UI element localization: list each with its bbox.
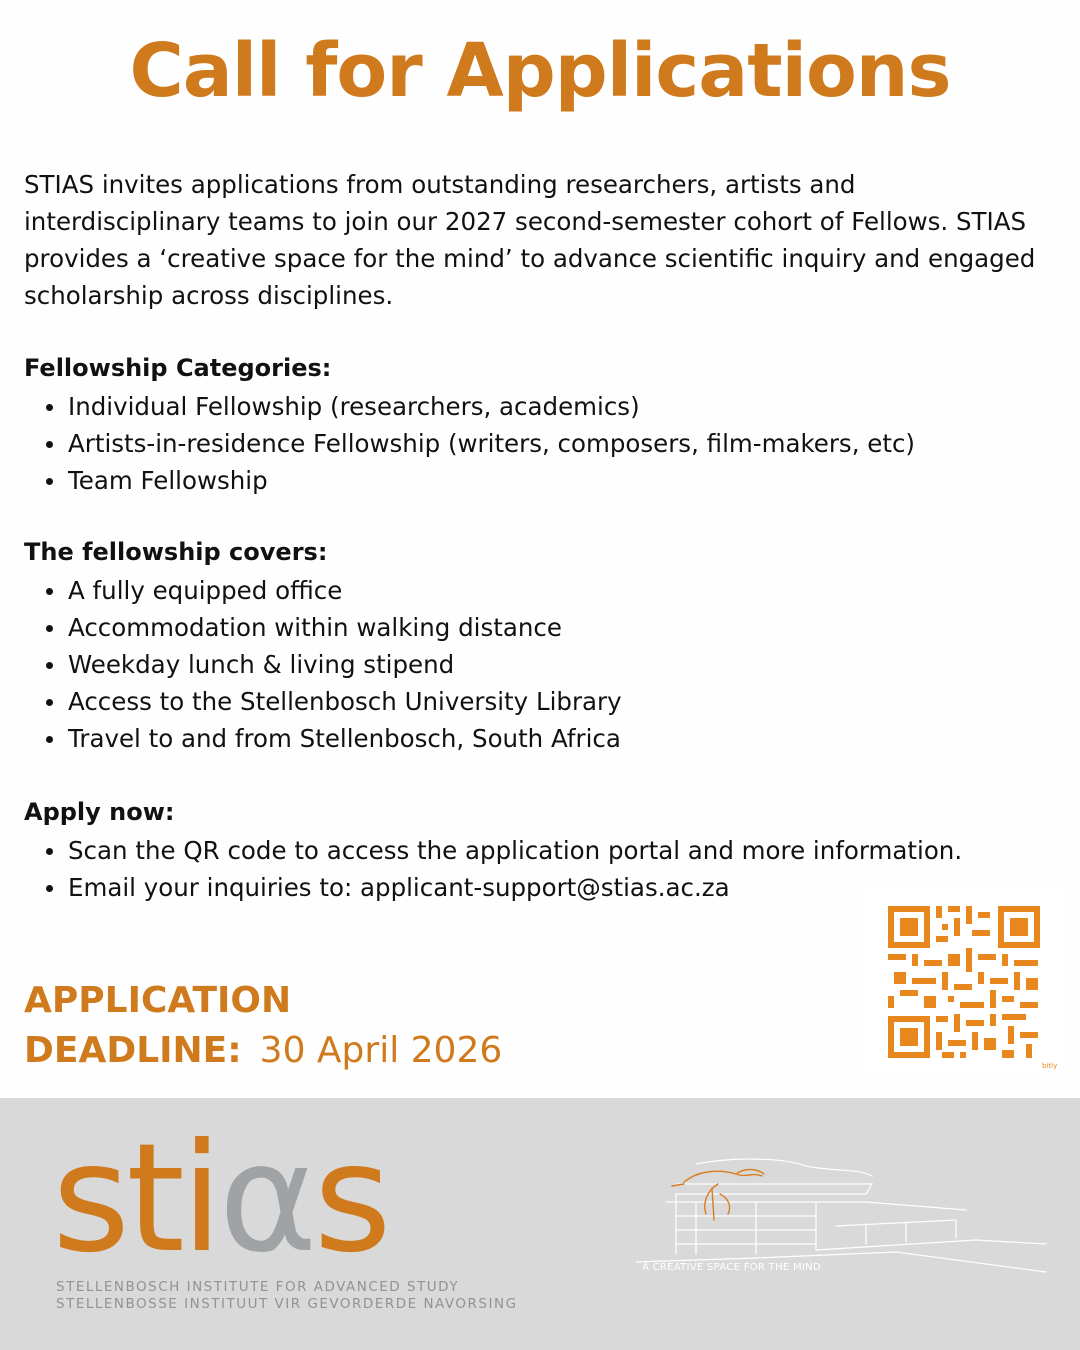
page-title: Call for Applications	[129, 28, 951, 114]
categories-list	[24, 388, 915, 499]
qr-code-icon	[866, 888, 1066, 1074]
logo-word-part2: s	[313, 1112, 388, 1286]
list-item: Team Fellowship	[24, 462, 915, 499]
categories-heading: Fellowship Categories:	[24, 354, 332, 382]
qr-caption: bitly	[1042, 1062, 1058, 1070]
qr-code[interactable]	[866, 888, 1066, 1074]
list-item: Access to the Stellenbosch University Library	[24, 683, 622, 720]
list-item: Accommodation within walking distance	[24, 609, 622, 646]
list-item: Weekday lunch & living stipend	[24, 646, 622, 683]
stias-logo	[52, 1112, 388, 1286]
apply-list	[24, 832, 962, 906]
logo-alpha: α	[218, 1112, 314, 1286]
list-item: Travel to and from Stellenbosch, South Africa	[24, 720, 622, 757]
list-item: Artists-in-residence Fellowship (writers, composers, film-makers, etc)	[24, 425, 915, 462]
deadline-label-line1: APPLICATION	[24, 980, 292, 1021]
sketch-caption: A CREATIVE SPACE FOR THE MIND	[642, 1262, 821, 1273]
covers-list	[24, 572, 622, 757]
apply-heading: Apply now:	[24, 798, 175, 826]
deadline-date: 30 April 2026	[259, 1030, 503, 1071]
logo-word-part1: sti	[52, 1112, 219, 1286]
deadline-label-line2: DEADLINE:	[24, 1030, 242, 1071]
building-sketch-icon	[636, 1154, 1048, 1278]
logo-subtitle-afrikaans: STELLENBOSSE INSTITUUT VIR GEVORDERDE NAVORSING	[56, 1296, 518, 1312]
application-deadline	[24, 976, 502, 1082]
list-item: Individual Fellowship (researchers, academics)	[24, 388, 915, 425]
list-item: Email your inquiries to: applicant-support@stias.ac.za	[24, 869, 962, 906]
covers-heading: The fellowship covers:	[24, 538, 328, 566]
logo-subtitle-english: STELLENBOSCH INSTITUTE FOR ADVANCED STUDY	[56, 1279, 460, 1295]
list-item: A fully equipped office	[24, 572, 622, 609]
list-item: Scan the QR code to access the application portal and more information.	[24, 832, 962, 869]
intro-paragraph: STIAS invites applications from outstanding researchers, artists and interdisciplinary teams to join our 2027 second-semester cohort of Fellows. STIAS provides a ‘creative space for the mind’ to advance scientific inquiry and engaged scholarship across disciplines.	[24, 170, 1036, 310]
